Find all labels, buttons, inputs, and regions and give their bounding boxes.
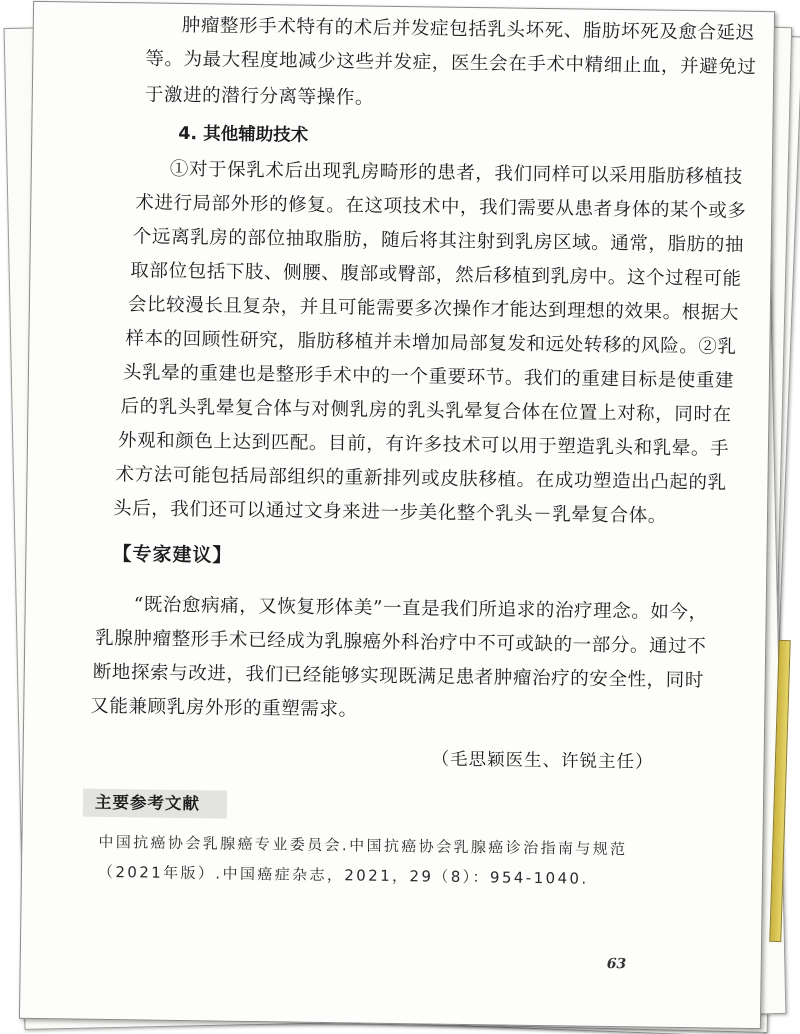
body-line: 个远离乳房的部位抽取脂肪，随后将其注射到乳房区域。通常，脂肪的抽 xyxy=(132,226,745,256)
body-line: 取部位包括下肢、侧腰、腹部或臀部，然后移植到乳房中。这个过程可能 xyxy=(130,260,742,290)
body-line: 术方法可能包括局部组织的重新排列或皮肤移植。在成功塑造出凸起的乳 xyxy=(115,464,727,494)
reference-line: （2021年版）.中国癌症杂志，2021，29（8）：954-1040. xyxy=(97,862,589,888)
body-line: 外观和颜色上达到匹配。目前，有许多技术可以用于塑造乳头和乳晕。手 xyxy=(117,430,730,460)
section-heading: 4. 其他辅助技术 xyxy=(178,123,309,146)
expert-line: 断地探索与改进，我们已经能够实现既满足患者肿瘤治疗的安全性，同时 xyxy=(92,661,705,692)
body-line: 会比较漫长且复杂，并且可能需要多次操作才能达到理想的效果。根据大 xyxy=(127,294,740,324)
body-line: ①对于保乳术后出现乳房畸形的患者，我们同样可以采用脂肪移植技 xyxy=(169,158,743,188)
body-line: 于激进的潜行分离等操作。 xyxy=(144,84,375,109)
body-line: 后的乳头乳晕复合体与对侧乳房的乳头乳晕复合体在位置上对称，同时在 xyxy=(120,396,732,426)
references-title: 主要参考文献 xyxy=(83,789,227,819)
body-line: 等。为最大程度地减少这些并发症，医生会在手术中精细止血，并避免过 xyxy=(145,48,757,78)
body-line: 头乳晕的重建也是整形手术中的一个重要环节。我们的重建目标是使重建 xyxy=(122,362,735,392)
expert-advice-heading: 【专家建议】 xyxy=(112,543,233,567)
body-line: 术进行局部外形的修复。在这项技术中，我们需要从患者身体的某个或多 xyxy=(135,192,747,222)
book-page xyxy=(19,1,775,1029)
body-line: 肿瘤整形手术特有的术后并发症包括乳头坏死、脂肪坏死及愈合延迟 xyxy=(181,14,755,44)
page-number: 63 xyxy=(606,955,627,973)
expert-line: “既治愈病痛，又恢复形体美”一直是我们所追求的治疗理念。如今， xyxy=(133,594,708,624)
body-line: 头后，我们还可以通过文身来进一步美化整个乳头－乳晕复合体。 xyxy=(112,498,668,527)
reference-line: 中国抗癌协会乳腺癌专业委员会.中国抗癌协会乳腺癌诊治指南与规范 xyxy=(98,832,628,859)
expert-signature: （毛思颖医生、许锐主任） xyxy=(431,749,654,773)
expert-line: 乳腺肿瘤整形手术已经成为乳腺癌外科治疗中不可或缺的一部分。通过不 xyxy=(95,627,707,658)
expert-line: 又能兼顾乳房外形的重塑需求。 xyxy=(90,695,358,721)
body-line: 样本的回顾性研究，脂肪移植并未增加局部复发和远处转移的风险。②乳 xyxy=(125,328,737,358)
